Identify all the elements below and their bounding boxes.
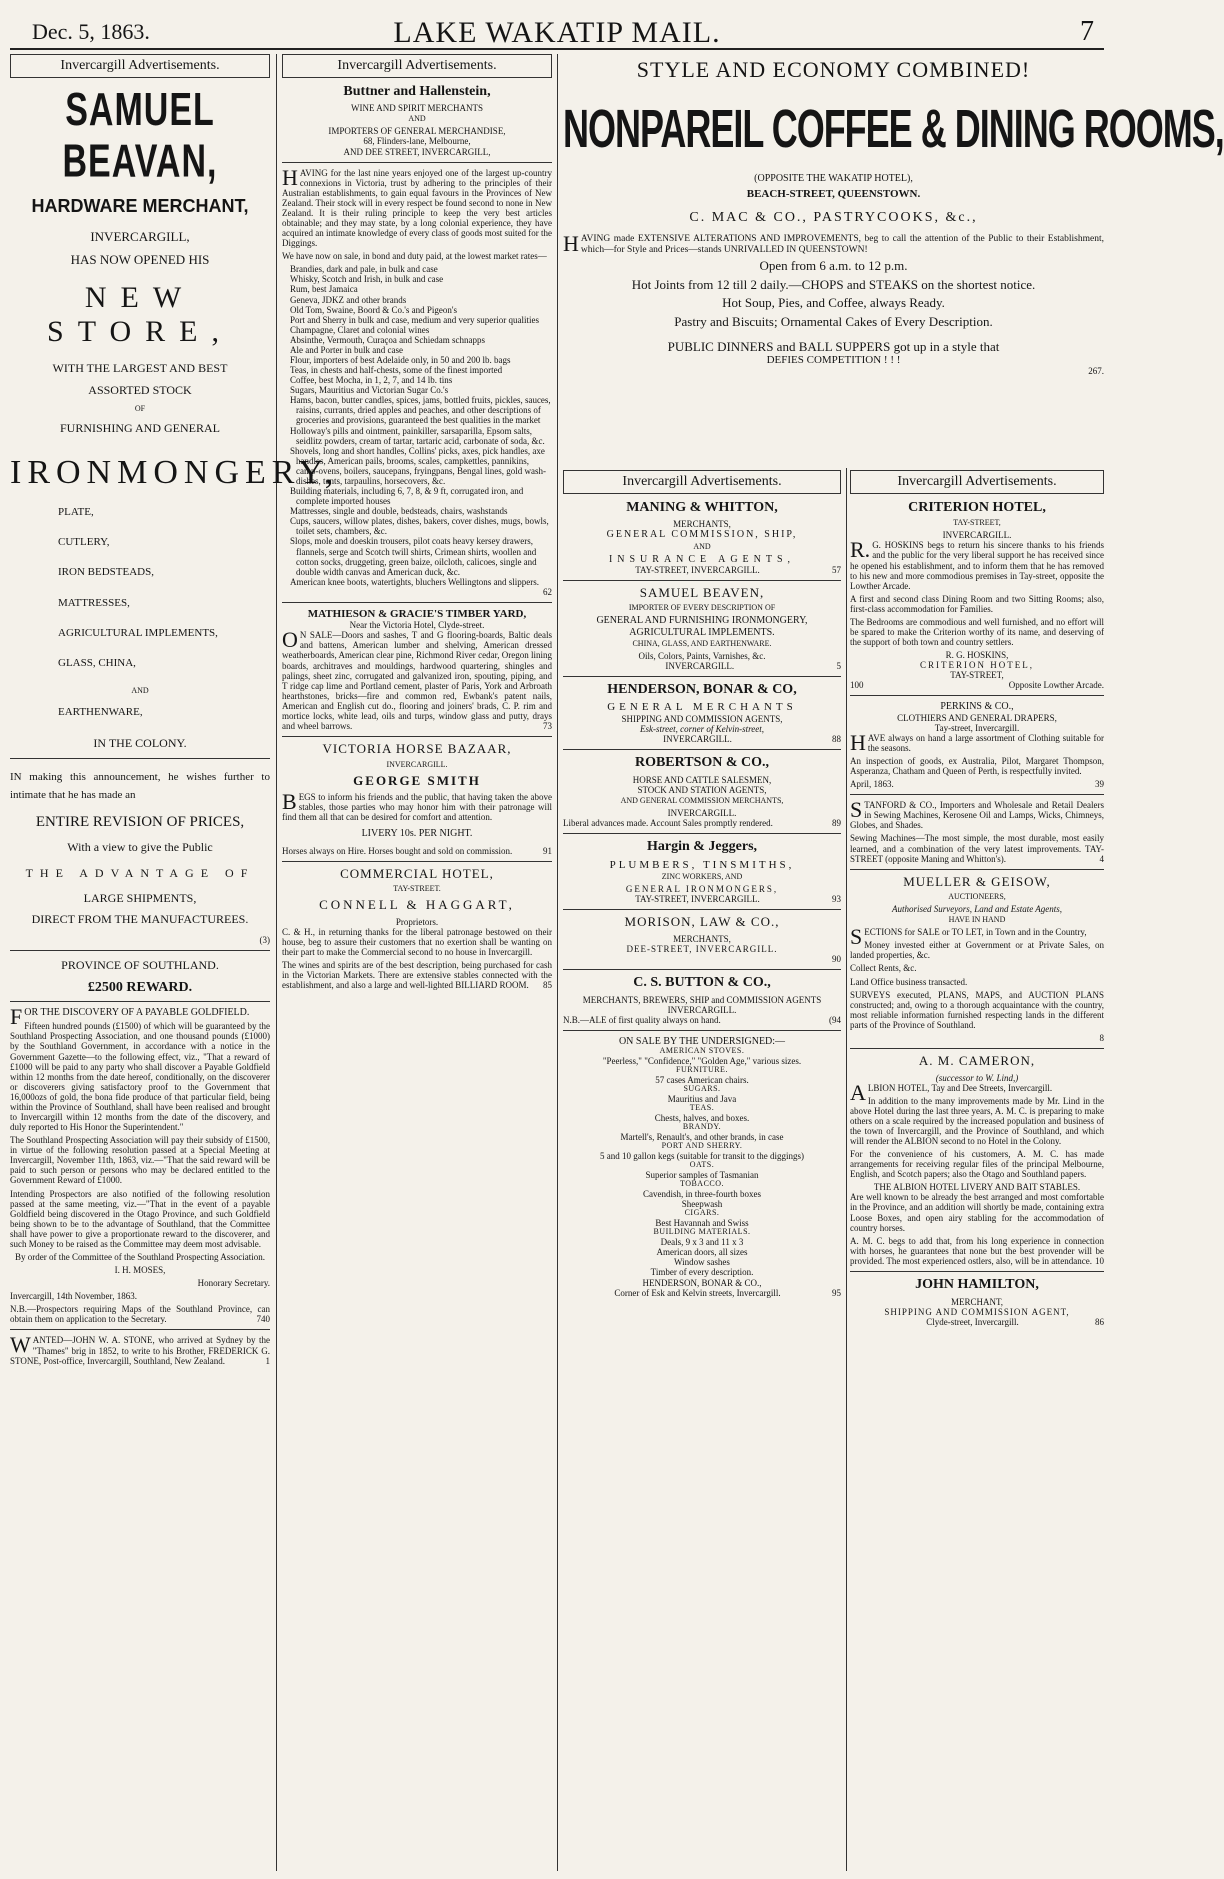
clothiers-line: CLOTHIERS AND GENERAL DRAPERS, [897, 712, 1057, 723]
perk-tay-line: Tay-street, Invercargill. [934, 722, 1020, 733]
goods-item: Holloway's pills and ointment, painkiller, sarsaparilla, Epsom salts, seidlitz powders, cream of tartar, tartaric acid, carbonate of soda, &c. [290, 425, 545, 446]
defies-line: DEFIES COMPETITION ! ! ! [766, 354, 901, 367]
goods-item: Rum, best Jamaica [290, 284, 358, 295]
merchants-line: MERCHANTS, [673, 519, 731, 530]
reward-heading: £2500 REWARD. [87, 980, 193, 996]
divider [850, 869, 1104, 870]
ad-number: 73 [543, 720, 552, 731]
sale-item: PORT AND SHERRY. [661, 1141, 743, 1151]
sale-item: BUILDING MATERIALS. [653, 1227, 751, 1237]
mathieson-heading: MATHIESON & GRACIE'S TIMBER YARD, [307, 607, 527, 620]
and-line: AND [408, 114, 426, 124]
goods-item: Champagne, Claret and colonial wines [290, 324, 430, 335]
tay-line: TAY-STREET, [950, 670, 1004, 681]
divider [563, 909, 841, 910]
henderson-heading: HENDERSON, BONAR & CO, [607, 681, 797, 697]
goods-item: Port and Sherry in bulk and case, medium and very superior qualities [290, 314, 539, 325]
convenience-paragraph: For the convenience of his customers, A. M. C. has made arrangements for receiving regular files of the principal Melbourne, English, and Scotch papers; also the Otago and Southland papers. [850, 1149, 1104, 1180]
divider [282, 162, 552, 163]
goods-item: Hams, bacon, butter candles, spices, jams, bottled fruits, pickles, sauces, raisins, currants, dried apples and peaches, and other descriptions of groceries and provisions, guaranteed the best qualities in the market [290, 395, 551, 426]
goods-item: Geneva, JDKZ and other brands [290, 294, 407, 305]
ch-paragraph: C. & H., in returning thanks for the liberal patronage bestowed on their house, beg to assure their customers that no exertion shall be wanting on their part to make the Commercial second to no house in Invercargill. [282, 926, 552, 957]
column-heading: Invercargill Advertisements. [282, 54, 552, 78]
props-line: Proprietors. [395, 916, 439, 927]
shipping-line: SHIPPING AND COMMISSION AGENTS, [621, 713, 783, 724]
column-heading: Invercargill Advertisements. [563, 470, 841, 494]
column-rule [276, 54, 277, 1871]
divider [10, 950, 270, 951]
ad-number: 62 [543, 586, 552, 597]
insurance-line: INSURANCE AGENTS, [608, 553, 796, 565]
ad-number: 85 [543, 980, 552, 991]
money-paragraph: Money invested either at Government or at Private Sales, on landed properties, &c. [850, 940, 1104, 961]
open-line: Open from 6 a.m. to 12 p.m. [759, 258, 908, 274]
direct-line: DIRECT FROM THE MANUFACTUREES. [31, 912, 249, 927]
sections-paragraph: SECTIONS for SALE or TO LET, in Town and in the Country, [850, 924, 1087, 950]
advantage-line: THE ADVANTAGE OF [25, 865, 255, 880]
goods-item: Absinthe, Vermouth, Curaçoa and Schiedam schnapps [290, 334, 486, 345]
sale-item: Sheepwash [681, 1199, 723, 1210]
sewing-paragraph: Sewing Machines—The most simple, the most durable, most easily learned, and a combination of the very latest improvements. TAY-STREET (opposite Maning and Whitton's). [850, 833, 1104, 864]
mac-line: C. MAC & CO., PASTRYCOOKS, &c., [689, 210, 978, 226]
ironmongers-line: GENERAL IRONMONGERS, [625, 883, 779, 894]
divider [563, 676, 841, 677]
wanted-notice: WANTED—JOHN W. A. STONE, who arrived at Sydney by the "Thames" brig in 1852, to write to his Brother, FREDERICK G. STONE, Post-office, Invercargill, Southland, New Zealand. 1 [10, 1332, 270, 1366]
hargin-heading: Hargin & Jeggers, [646, 838, 758, 854]
ironmongery-heading: IRONMONGERY, [10, 453, 340, 491]
morison-heading: MORISON, LAW & CO., [624, 914, 780, 930]
style-heading: STYLE AND ECONOMY COMBINED! [636, 57, 1031, 82]
furnishing-line: FURNISHING AND GENERAL [59, 421, 220, 436]
province-heading: PROVINCE OF SOUTHLAND. [61, 958, 219, 972]
shipping-line: SHIPPING AND COMMISSION AGENT, [884, 1306, 1070, 1317]
divider [282, 736, 552, 737]
stanford-paragraph: STANFORD & CO., Importers and Wholesale and Retail Dealers in Sewing Machines, Kerosene Oil and Lamps, Wicks, Chimneys, Globes, and Shades. [850, 797, 1104, 831]
sale-item: BRANDY. [682, 1122, 722, 1132]
dee-line: DEE-STREET, INVERCARGILL. [626, 943, 778, 954]
ad-number: 1 [265, 1355, 270, 1366]
beavan-name: SAMUEL BEAVAN, [62, 84, 218, 188]
sale-item: Window sashes [674, 1257, 730, 1268]
ad-number: 39 [1095, 779, 1104, 790]
hamilton-heading: JOHN HAMILTON, [915, 1276, 1039, 1292]
goods-item: Mattresses, single and double, bedsteads, chairs, washstands [290, 506, 508, 517]
brewers-line: MERCHANTS, BREWERS, SHIP and COMMISSION AGENTS [582, 994, 822, 1005]
stock-line: STOCK AND STATION AGENTS, [637, 784, 767, 795]
sale-item: AMERICAN STOVES. [659, 1045, 745, 1055]
sale-item: Superior samples of Tasmanian [645, 1170, 759, 1181]
list-item: IRON BEDSTEADS, [58, 566, 154, 579]
inv-line: INVERCARGILL. [667, 807, 737, 818]
colony-line: IN THE COLONY. [93, 735, 187, 750]
sale-item: TOBACCO. [679, 1179, 725, 1189]
zinc-line: ZINC WORKERS, AND [661, 871, 743, 881]
divider [563, 1030, 841, 1031]
timber-paragraph: ON SALE—Doors and sashes, T and G flooring-boards, Baltic deals and battens, American lumber and shelving, American dressed weatherboards, American clear pine, Richmond River cedar, Oregon lining boards, architraves and mouldings, hardwood quartering, shingles and palings, sheet zinc, corrugated and galvanized iron, spouting, piping, and T ridge cap lime and Portland cement, plaster of Paris, York and Arbroath hearthstones, bricks—fire and common red, Ewbank's patent nails, American and English cut do., flooring and joiners' brads, C. P. rim and mortice locks, white lead, oils and turps, window glass and putty, drays and wheel barrows. 73 [282, 627, 552, 731]
sale-item: Martell's, Renault's, and other brands, in case [620, 1132, 784, 1143]
divider [563, 969, 841, 970]
view-line: With a view to give the Public [67, 840, 213, 855]
ad-number: 93 [832, 893, 841, 904]
beach-line: BEACH-STREET, QUEENSTOWN. [746, 188, 921, 201]
tay-line: TAY-STREET, INVERCARGILL. [635, 893, 760, 904]
beavan-trade: HARDWARE MERCHANT, [31, 195, 249, 216]
beavan-town: INVERCARGILL, [90, 228, 190, 244]
divider [563, 749, 841, 750]
goods-item: Building materials, including 6, 7, 8, & 9 ft, corrugated iron, and complete imported houses [290, 486, 524, 507]
nb-line: N.B.—Prospectors requiring Maps of the Southland Province, can obtain them on application to the Secretary. 740 [10, 1304, 270, 1325]
ad-number: 89 [832, 817, 841, 828]
sale-item: CIGARS. [684, 1208, 720, 1218]
public-line: PUBLIC DINNERS and BALL SUPPERS got up in a style that [667, 338, 1000, 354]
secretary-title: Honorary Secretary. [197, 1278, 270, 1289]
soup-line: Hot Soup, Pies, and Coffee, always Ready. [722, 295, 945, 311]
ad-number: 90 [832, 953, 841, 964]
shipments-line: LARGE SHIPMENTS, [83, 891, 197, 906]
tay-line: TAY-STREET, INVERCARGILL. [635, 564, 760, 575]
reward-paragraph: Intending Prospectors are also notified of the following resolution passed at the same meeting, viz.—"That in the event of a payable Goldfield being discovered in the Otago Province, and such Goldfield being shown to be to the advantage of Southland, that the Committee shall have power to give a proportionate reward to the discoverer, and such Money to be raised as the Committee may deem most advisable. [10, 1188, 270, 1249]
wines-paragraph: The wines and spirits are of the best description, being purchased for cash in the Victorian Markets. There are extensive stables connected with the establishment, and also a large and well-lighted BILLIARD ROOM. 85 [282, 959, 552, 991]
successor-line: (successor to W. Lind,) [935, 1072, 1019, 1083]
ad-number: 86 [1095, 1316, 1104, 1327]
and-line: AND [131, 686, 149, 696]
sale-item: American doors, all sizes [656, 1247, 748, 1258]
reward-paragraph: The Southland Prospecting Association will pay their subsidy of £1500, in virtue of the following resolution passed at a Special Meeting at Invercargill, November 11th, 1863, viz.—"That the said reward will be paid to such person or persons who may be declared entitled to the Government Reward of £1000. [10, 1135, 270, 1186]
divider [850, 695, 1104, 696]
sale-item: FURNITURE. [676, 1064, 728, 1074]
secretary-name: I. H. MOSES, [114, 1265, 166, 1276]
have-paragraph: HAVE always on hand a large assortment of Clothing suitable for the seasons. [850, 729, 1104, 755]
ad-number: (3) [259, 934, 270, 945]
and-line: AND [693, 541, 711, 551]
column-heading: Invercargill Advertisements. [850, 470, 1104, 494]
liberal-line: Liberal advances made. Account Sales promptly rendered. 89 [563, 817, 841, 828]
tay-line: TAY-STREET, [953, 518, 1001, 528]
goods-item: Brandies, dark and pale, in bulk and case [290, 264, 438, 275]
beavan-opened: HAS NOW OPENED HIS [70, 251, 210, 267]
criterion-heading: CRITERION HOTEL, [908, 499, 1046, 515]
commercial-heading: COMMERCIAL HOTEL, [340, 865, 494, 881]
divider [10, 758, 270, 759]
general-line: GENERAL COMMISSION, SHIP, [606, 529, 798, 541]
april-line: April, 1863. [850, 779, 894, 790]
sale-intro: We have now on sale, in bond and duty paid, at the lowest market rates— [282, 251, 547, 262]
oils-line: Oils, Colors, Paints, Varnishes, &c. [638, 650, 766, 661]
victoria-town: INVERCARGILL. [386, 759, 448, 769]
divider [563, 580, 841, 581]
tay-line: TAY-STREET. [393, 884, 441, 894]
page-number: 7 [1080, 16, 1094, 47]
collect-line: Collect Rents, &c. [850, 963, 917, 974]
ad-number: 95 [832, 1287, 841, 1298]
nonpareil-heading: NONPAREIL COFFEE & DINING ROOMS, [563, 97, 1224, 159]
ad-number: (94 [829, 1014, 841, 1025]
inv-line: INVERCARGILL. [663, 733, 732, 744]
first-paragraph: A first and second class Dining Room and two Sitting Rooms; also, first-class accommodation for Families. [850, 593, 1104, 614]
ad-number: 88 [832, 733, 841, 744]
sale-item: Deals, 9 x 3 and 11 x 3 [660, 1237, 744, 1248]
livery-line: LIVERY 10s. PER NIGHT. [361, 828, 473, 840]
horses-line: Horses always on Hire. Horses bought and sold on commission. 91 [282, 845, 552, 856]
opposite-line: (OPPOSITE THE WAKATIP HOTEL), [754, 172, 913, 184]
esk-line: Esk-street, corner of Kelvin-street, [639, 723, 765, 734]
smith-heading: GEORGE SMITH [353, 772, 481, 788]
hoskins-paragraph: R.G. HOSKINS begs to return his sincere thanks to his friends and the public for the very liberal support he has received since he opened his establishment, and to inform them that he has removed to his new and more commodious premises in Tay-street, opposite the Lowther Arcade. [850, 537, 1104, 591]
list-item: PLATE, [58, 505, 94, 518]
sale-item: Cavendish, in three-fourth boxes [643, 1189, 761, 1200]
importers-line: IMPORTERS OF GENERAL MERCHANDISE, [328, 126, 506, 137]
begs-paragraph: BEGS to inform his friends and the public, that having taken the above stables, those parties who may honor him with their patronage will find them all that can be desired for comfort and attention. [282, 789, 552, 823]
page-header [10, 8, 1104, 50]
sale-item: TEAS. [689, 1103, 715, 1113]
corner-line: Corner of Esk and Kelvin streets, Invercargill. [614, 1287, 781, 1298]
revision-heading: ENTIRE REVISION OF PRICES, [35, 814, 245, 831]
maning-heading: MANING & WHITTON, [626, 499, 778, 515]
column-4 [850, 470, 1104, 1871]
goods-item: Shovels, long and short handles, Collins' picks, axes, pick handles, axe handles, American pails, brooms, scales, campkettles, pannikins, camp-ovens, boilers, saucepans, fryingpans, Bengal lines, gold wash-dishes, tents, tarpaulins, horsecovers, &c. [290, 445, 546, 486]
list-item: GLASS, CHINA, [58, 657, 136, 670]
hoskins-name: R. G. HOSKINS, [945, 650, 1009, 661]
surveys-paragraph: SURVEYS executed, PLANS, MAPS, and AUCTION PLANS constructed; and, owing to a thorough acquaintance with the country, most reliable information furnished respecting lands in the different parts of the Province of Southland. [850, 989, 1104, 1030]
gen-merch-line: GENERAL MERCHANTS [607, 701, 797, 714]
ad-number: 57 [832, 564, 841, 575]
pastry-line: Pastry and Biscuits; Ornamental Cakes of Every Description. [674, 314, 993, 329]
ad-number: 4 [1099, 853, 1104, 864]
sale-item: Timber of every description. [650, 1267, 754, 1278]
beaven-heading: SAMUEL BEAVEN, [639, 584, 765, 600]
plumbers-line: PLUMBERS, TINSMITHS, [609, 858, 795, 871]
albion-line: ALBION HOTEL, Tay and Dee Streets, Invercargill. [850, 1079, 1053, 1105]
column-3 [563, 470, 841, 1871]
having-paragraph: HAVING for the last nine years enjoyed one of the largest up-country connexions in Victoria, trust by adhering to the principles of their Australian establishments, to gain equal favours in the Provinces of New Zealand. Their stock will in every respect be found second to none in New Zealand. It is their ruling principle to keep the very best articles obtainable; and they may state, by a long colonial experience, they have acquired an intimate knowledge of every class of goods most suited for the Diggings. [282, 164, 552, 249]
amc-paragraph: A. M. C. begs to add that, from his long experience in connection with horses, he guarantees that none but the best provender will be provided. The most experienced ostlers, also, will be in attendance. [850, 1235, 1104, 1266]
criterion-line: CRITERION HOTEL, [920, 660, 1034, 671]
goods-list [282, 264, 552, 587]
genfurn-line: GENERAL AND FURNISHING IRONMONGERY, AGRICULTURAL IMPLEMENTS. [596, 615, 808, 638]
sale-item: SUGARS. [683, 1084, 721, 1093]
ale-line: N.B.—ALE of first quality always on hand. (94 [563, 1014, 841, 1025]
goods-item: Old Tom, Swaine, Boord & Co.'s and Pigeon's [290, 304, 457, 315]
mueller-heading: MUELLER & GEISOW, [903, 873, 1051, 889]
goods-item: Ale and Porter in bulk and case [290, 344, 403, 355]
issue-date: Dec. 5, 1863. [32, 19, 150, 44]
discovery-heading: FOR THE DISCOVERY OF A PAYABLE GOLDFIELD. [10, 1004, 250, 1030]
joints-line: Hot Joints from 12 till 2 daily.—CHOPS and STEAKS on the shortest notice. [631, 276, 1036, 292]
inv-line: INVERCARGILL. [665, 660, 735, 671]
goods-item: Whisky, Scotch and Irish, in bulk and case [290, 274, 444, 285]
order-line: By order of the Committee of the Southland Prospecting Association. [15, 1252, 265, 1263]
divider [10, 1329, 270, 1330]
ad-number: 740 [256, 1314, 270, 1325]
sale-item: Mauritius and Java [667, 1093, 737, 1104]
land-line: Land Office business transacted. [850, 976, 968, 987]
improvements-paragraph: In addition to the many improvements made by Mr. Lind in the above Hotel during the last three years, A. M. C. is preparing to make others on a scale required by the increased population and business of the town of Invercargill, and the Province of Southland, and which will render the ALBION second to no Hotel in the Colony. [850, 1095, 1104, 1146]
sale-item: Chests, halves, and boxes. [654, 1112, 750, 1123]
surveyors-line: Authorised Surveyors, Land and Estate Agents, [891, 904, 1063, 915]
column-heading: Invercargill Advertisements. [10, 54, 270, 78]
bedrooms-paragraph: The Bedrooms are commodious and well furnished, and no effort will be spared to make the Criterion worthy of its name, and deserving of the support of both town and country settlers. [850, 616, 1104, 648]
china-line: CHINA, GLASS, AND EARTHENWARE. [632, 638, 772, 648]
goods-item: Teas, in chests and half-chests, some of the finest imported [290, 365, 503, 376]
new-store-heading: NEW STORE, [47, 281, 233, 348]
livery-heading: THE ALBION HOTEL LIVERY AND BAIT STABLES. [873, 1182, 1081, 1193]
auctioneers-line: AUCTIONEERS, [948, 892, 1006, 902]
largest-line: WITH THE LARGEST AND BEST [52, 361, 228, 376]
ad-number: 5 [836, 660, 841, 671]
divider [282, 602, 552, 603]
button-heading: C. S. BUTTON & CO., [633, 974, 771, 990]
connell-heading: CONNELL & HAGGART, [319, 897, 515, 913]
sale-list [563, 1047, 841, 1278]
perkins-heading: PERKINS & CO., [940, 701, 1014, 713]
goods-item: Cups, saucers, willow plates, dishes, bakers, cover dishes, mugs, bowls, toilet sets, chambers, &c. [290, 516, 549, 537]
victoria-heading: VICTORIA HORSE BAZAAR, [322, 741, 512, 757]
divider [850, 1048, 1104, 1049]
ad-number: 100 [850, 680, 864, 691]
inv-line: INVERCARGILL. [667, 1004, 737, 1015]
column-rule [557, 54, 558, 1871]
goods-item: Sugars, Mauritius and Victorian Sugar Co.'s [290, 385, 449, 396]
mathieson-sub: Near the Victoria Hotel, Clyde-street. [349, 620, 485, 631]
having-paragraph: HAVING made EXTENSIVE ALTERATIONS AND IMPROVEMENTS, beg to call the attention of the Public to their Establishment, which—for Style and Prices—stands UNRIVALLED IN QUEENSTOWN! [563, 231, 1104, 257]
column-2 [282, 54, 552, 1871]
hbc-line: HENDERSON, BONAR & CO., [642, 1277, 762, 1288]
announce-text: IN making this announcement, he wishes further to intimate that he has made an [10, 771, 270, 801]
inv-line: INVERCARGILL. [942, 530, 1012, 541]
divider [563, 833, 841, 834]
dated-line: Invercargill, 14th November, 1863. [10, 1291, 137, 1302]
stables-paragraph: Are well known to be already the best arranged and most comfortable in the Province, and an addition will shortly be made, containing extra Loose Boxes, and open airy stabling for the accommodation of country horses. [850, 1192, 1104, 1233]
divider [850, 1271, 1104, 1272]
ad-number: 8 [1099, 1032, 1104, 1043]
column-rule [846, 468, 847, 1871]
wine-line: WINE AND SPIRIT MERCHANTS [350, 103, 484, 114]
clyde-line: Clyde-street, Invercargill. [926, 1316, 1019, 1327]
ad-number: 267. [1088, 366, 1104, 377]
goods-item: Coffee, best Mocha, in 1, 2, 7, and 14 lb. tins [290, 375, 453, 386]
list-item: EARTHENWARE, [58, 706, 143, 719]
list-item: MATTRESSES, [58, 596, 130, 609]
opp-line: Opposite Lowther Arcade. [1008, 680, 1104, 691]
list-item: CUTLERY, [58, 535, 110, 548]
inspection-paragraph: An inspection of goods, ex Australia, Pilot, Margaret Thompson, Asperanza, Chatham and Queen of Perth, is respectfully invited. [850, 755, 1104, 777]
goods-item: Slops, mole and doeskin trousers, pilot coats heavy kersey drawers, flannels, serge and Scotch twill shirts, Crimean shirts, woollen and cotton socks, druggeting, green baize, oilcloth, calicoes, single and double width canvas and American duck, &c. [290, 536, 537, 577]
divider [10, 1001, 270, 1002]
divider [282, 861, 552, 862]
goods-item: Flour, importers of best Adelaide only, in 50 and 200 lb. bags [290, 355, 511, 366]
goods-item: American knee boots, watertights, bluchers Wellingtons and slippers. [290, 576, 540, 587]
of-line: OF [134, 404, 146, 414]
sale-item: 5 and 10 gallon kegs (suitable for transit to the diggings) [600, 1151, 804, 1162]
robertson-heading: ROBERTSON & CO., [634, 755, 770, 771]
ad-number: 10 [1095, 1255, 1104, 1266]
flinders-line: 68, Flinders-lane, Melbourne, [363, 136, 471, 147]
sale-item: Best Havannah and Swiss [655, 1218, 749, 1229]
dee-line: AND DEE STREET, INVERCARGILL, [343, 146, 491, 157]
havehand-line: HAVE IN HAND [948, 915, 1006, 925]
assorted-line: ASSORTED STOCK [88, 382, 192, 397]
nonpareil-ad [563, 54, 1224, 464]
sale-item: 57 cases American chairs. [655, 1074, 749, 1085]
list-item: AGRICULTURAL IMPLEMENTS, [58, 626, 218, 639]
horse-line: HORSE AND CATTLE SALESMEN, [632, 774, 772, 785]
cameron-heading: A. M. CAMERON, [918, 1052, 1036, 1068]
divider [850, 794, 1104, 795]
buttner-heading: Buttner and Hallenstein, [343, 83, 491, 99]
merchants-line: MERCHANTS, [673, 933, 731, 944]
merchant-line: MERCHANT, [950, 1296, 1004, 1307]
sale-item: "Peerless," "Confidence," "Golden Age," various sizes. [602, 1055, 802, 1066]
sale-item: OATS. [689, 1160, 715, 1170]
newspaper-title: LAKE WAKATIP MAIL. [393, 16, 721, 49]
reward-paragraph: Fifteen hundred pounds (£1500) of which will be guaranteed by the Southland Prospecting Association, and one thousand pounds (£1000) by the Southland Government, in accordance with a notice in the Government Gazette—to the following effect, viz., "That a reward of £1000 will be paid to any party who shall discover a Payable Goldfield within 12 months from the date hereof, conditionally, on the discoverer or discoverers giving satisfactory proof to the Government that 16,000ozs of gold, the bona fide produce of that particular field, being within the Province of Southland, shall have been realised and brought to Invercargill within 12 months from the date of the discovery, and duly reported to His Honor the Superintendent." [10, 1021, 270, 1133]
undersigned-heading: ON SALE BY THE UNDERSIGNED:— [618, 1035, 786, 1047]
ad-number: 91 [543, 845, 552, 856]
importer-line: IMPORTER OF EVERY DESCRIPTION OF [628, 603, 776, 613]
genco-line: AND GENERAL COMMISSION MERCHANTS, [620, 795, 784, 805]
